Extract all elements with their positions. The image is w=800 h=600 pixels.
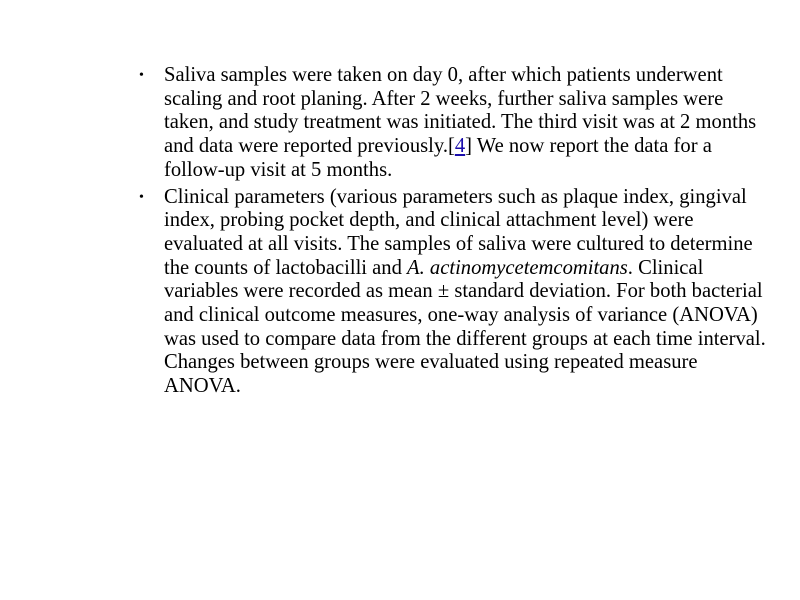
reference-link[interactable]: 4 — [454, 135, 466, 158]
bullet-text-end: ] We now report the data for a follow-up visit at 5 months. — [164, 135, 712, 181]
bullet-item-clinical-parameters — [137, 186, 777, 399]
bullet-item-study-design — [137, 64, 777, 183]
bullet-text-end: . Clinical variables were recorded as mean ± standard deviation. For both bacterial and clinical outcome measures, one-way analysis of variance (ANOVA) was used to compare data from the different groups at each time interval. Changes between groups were evaluated using repeated measure ANOVA. — [164, 256, 766, 398]
bullet-dot-icon: • — [139, 68, 144, 83]
bullet-text-intro: Saliva samples were taken on day 0, after which patients underwent scaling and root planing. After 2 weeks, further saliva samples were taken, and study treatment was initiated. The third visit was at 2 months and data were reported previously.[ — [164, 64, 757, 158]
bullet-dot-icon: • — [139, 189, 144, 205]
species-name: A. actinomycetemcomitans — [407, 256, 628, 279]
bullet-text-intro: Clinical parameters (various parameters such as plaque index, gingival index, probing pocket depth, and clinical attachment level) were evaluated at all visits. The samples of saliva were cultured to determine the counts of lactobacilli and — [164, 185, 753, 279]
bullet-list — [137, 64, 777, 402]
